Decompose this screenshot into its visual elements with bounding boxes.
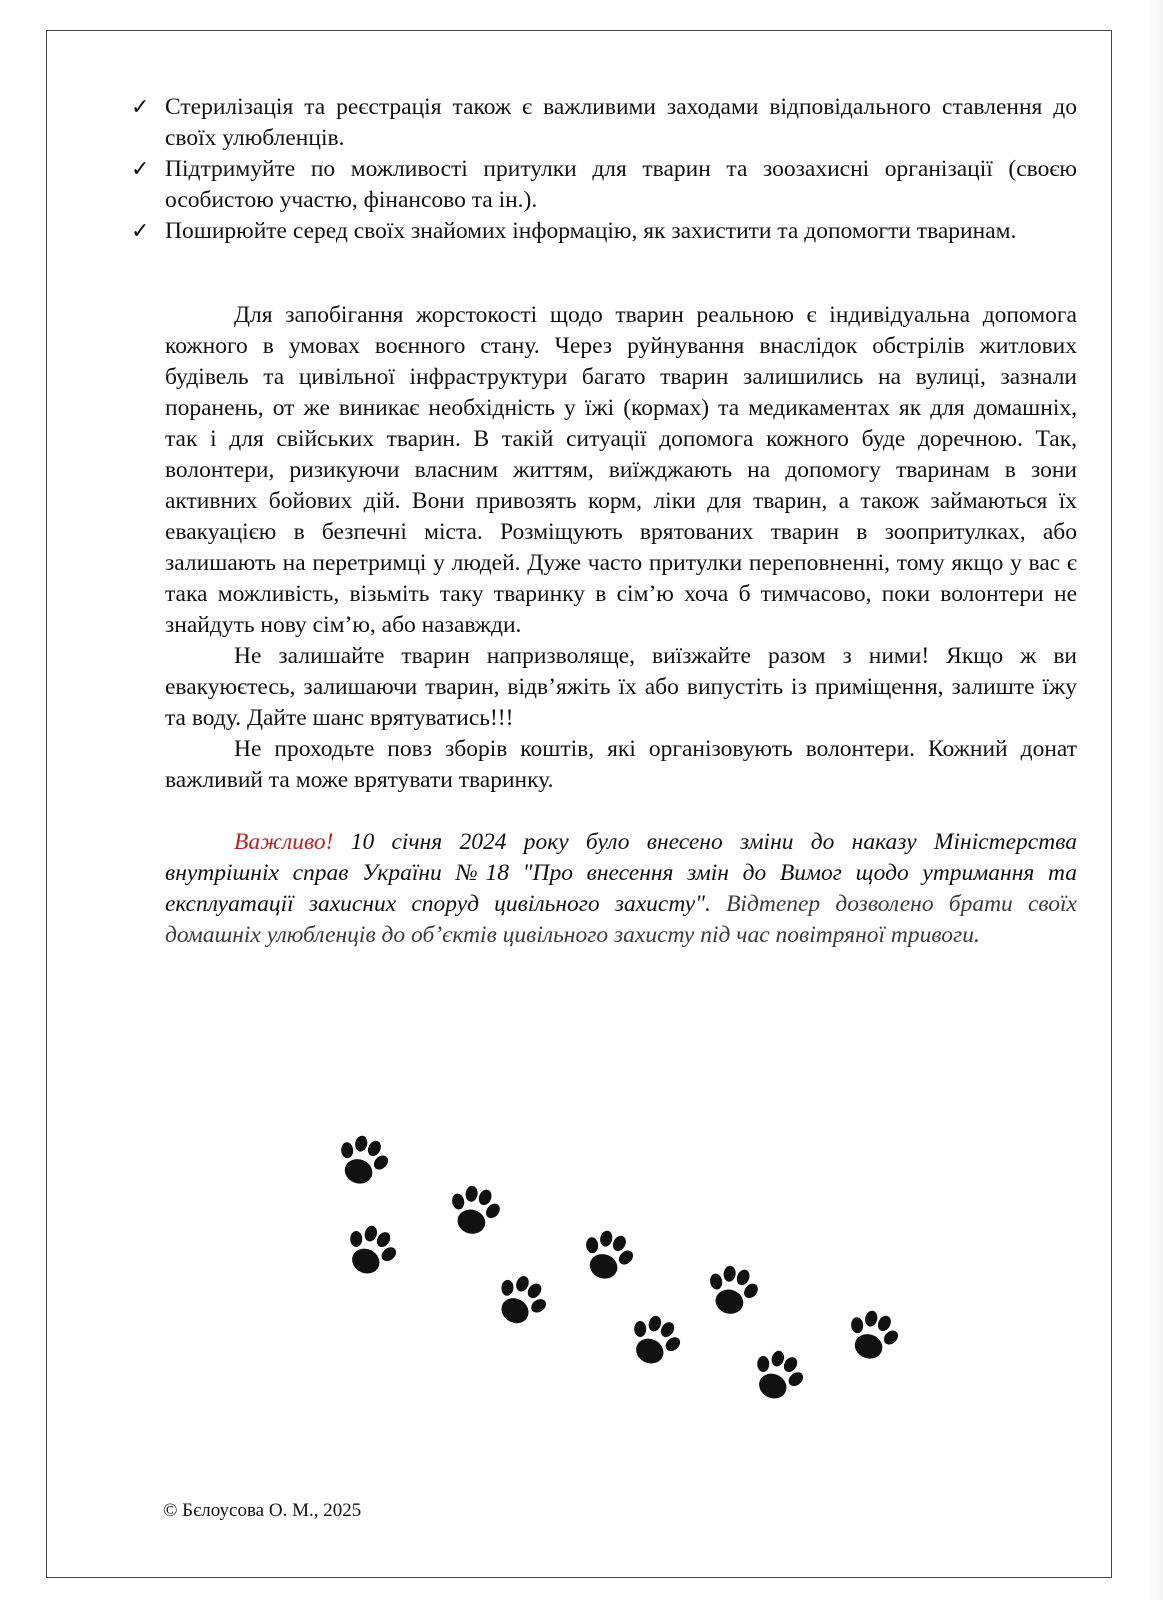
- tips-list: [131, 92, 1077, 247]
- paw-print-icon: [442, 1180, 506, 1244]
- tip-text: Стерилізація та реєстрація також є важливими заходами відповідального ставлення до своїх улюбленців.: [165, 94, 1077, 151]
- tip-item: [131, 92, 1077, 154]
- paw-print-icon: [330, 1130, 394, 1194]
- important-notice: [165, 827, 1077, 951]
- paragraph-donations: Не проходьте повз зборів коштів, які організовують волонтери. Кожний донат важливий та може врятувати тваринку.: [165, 736, 1077, 793]
- tip-text: Підтримуйте по можливості притулки для тварин та зоозахисні організації (своєю особистою участю, фінансово та ін.).: [165, 156, 1077, 213]
- paragraph-do-not-abandon: Не залишайте тварин напризволяще, виїзжайте разом з ними! Якщо ж ви евакуюєтесь, залишаючи тварин, відв’яжіть їх або випустіть із приміщення, залиште їжу та воду. Дайте шанс врятуватись!!!: [165, 643, 1077, 731]
- important-note: Відтепер дозволено брати своїх домашніх улюбленців до об’єктів цивільного захисту під час повітряної тривоги.: [165, 891, 1077, 948]
- paw-print-icon: [488, 1270, 552, 1334]
- checkmark-icon: ✓: [131, 219, 150, 244]
- paw-print-icon: [338, 1220, 402, 1284]
- checkmark-icon: ✓: [131, 95, 150, 120]
- copyright: © Бєлоусова О. М., 2025: [163, 1500, 362, 1521]
- body-text: [165, 300, 1077, 951]
- page-edge-shadow: [1149, 0, 1163, 1600]
- checkmark-icon: ✓: [131, 157, 150, 182]
- paw-print-icon: [622, 1310, 686, 1374]
- tip-text: Поширюйте серед своїх знайомих інформацію, як захистити та допомогти тваринам.: [165, 218, 1017, 244]
- tip-item: [131, 154, 1077, 216]
- paw-print-icon: [745, 1345, 809, 1409]
- paragraph-help-during-war: Для запобігання жорстокості щодо тварин реальною є індивідуальна допомога кожного в умовах воєнного стану. Через руйнування внаслідок обстрілів житлових будівель та цивільної інфраструктури багато тварин залишились на вулиці, зазнали поранень, от же виникає необхідність у їжі (кормах) та медикаментах як для домашніх, так і для свійських тварин. В такій ситуації допомога кожного буде доречною. Так, волонтери, ризикуючи власним життям, виїжджають на допомогу тваринам в зони активних бойових дій. Вони привозять корм, ліки для тварин, а також займаються їх евакуацією в безпечні міста. Розміщують врятованих тварин в зоопритулках, або залишають на перетримці у людей. Дуже часто притулки переповненні, тому якщо у вас є така можливість, візьміть таку тваринку в сім’ю хоча б тимчасово, поки волонтери не знайдуть нову сім’ю, або назавжди.: [165, 302, 1077, 638]
- important-text: 10 січня 2024 року було внесено зміни до наказу Міністерства внутрішніх справ України №18 "Про внесення змін до Вимог щодо утримання та експлуатації захисних споруд цивільного захисту".: [165, 829, 1077, 917]
- document-content: [131, 92, 1077, 951]
- important-label: Важливо!: [234, 829, 334, 855]
- paw-print-icon: [840, 1305, 904, 1369]
- paw-prints-decoration: [320, 1120, 920, 1420]
- paw-print-icon: [575, 1225, 639, 1289]
- paw-print-icon: [700, 1260, 764, 1324]
- tip-item: [131, 216, 1077, 247]
